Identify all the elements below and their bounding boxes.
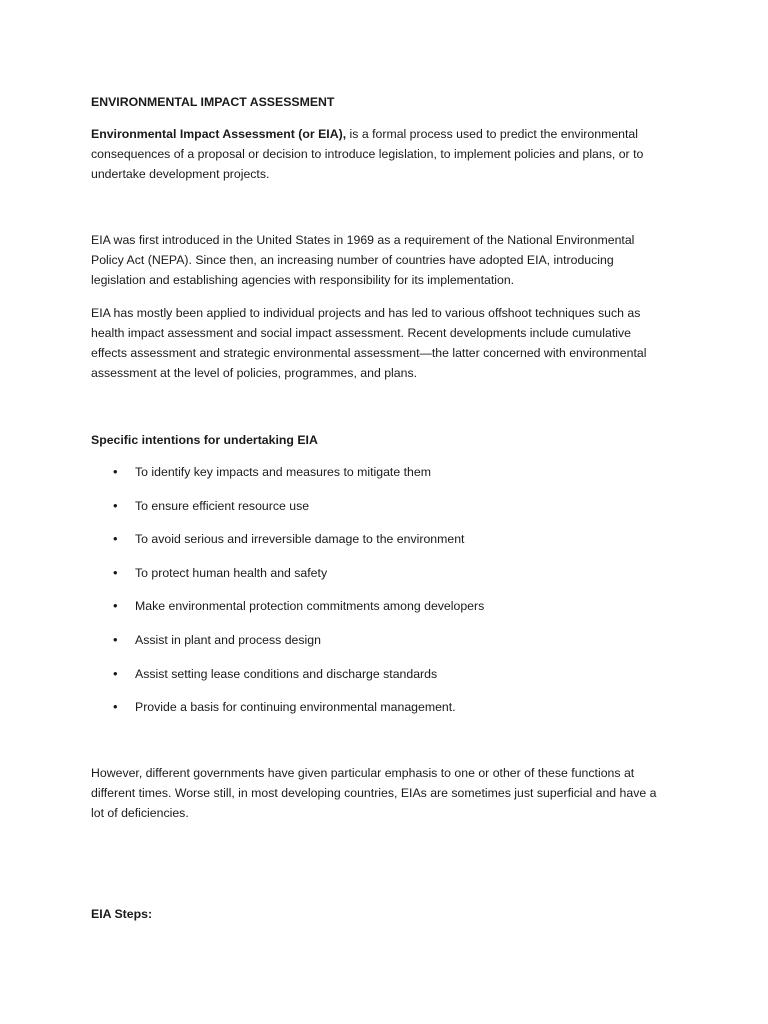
bullet-icon: • — [113, 699, 118, 715]
list-item — [91, 697, 691, 731]
list-item — [91, 529, 691, 563]
bullet-icon: • — [113, 598, 118, 614]
list-item — [91, 496, 691, 530]
list-item-text: To ensure efficient resource use — [135, 498, 310, 513]
list-item-text: To avoid serious and irreversible damage to the environment — [135, 532, 465, 547]
however-line: different times. Worse still, in most developing countries, EIAs are sometimes just superficial and have a — [91, 786, 657, 800]
bullet-icon: • — [113, 464, 118, 479]
list-item — [91, 462, 691, 496]
list-item — [91, 596, 691, 630]
steps-heading: EIA Steps: — [91, 907, 153, 921]
intentions-list — [91, 462, 691, 731]
however-line: lot of deficiencies. — [91, 806, 189, 820]
history-line: legislation and establishing agencies with responsibility for its implementation. — [91, 273, 515, 287]
intro-term: Environmental Impact Assessment (or EIA), — [91, 127, 347, 141]
list-item-text: Provide a basis for continuing environmental management. — [135, 700, 456, 715]
bullet-icon: • — [113, 564, 118, 580]
applications-paragraph — [91, 303, 691, 383]
history-paragraph — [91, 230, 691, 290]
list-item-text: Make environmental protection commitments among developers — [135, 599, 485, 614]
list-item-text: To identify key impacts and measures to mitigate them — [135, 465, 431, 479]
history-line: Policy Act (NEPA). Since then, an increasing number of countries have adopted EIA, introducing — [91, 253, 614, 267]
document-title: ENVIRONMENTAL IMPACT ASSESSMENT — [91, 95, 335, 109]
intentions-heading: Specific intentions for undertaking EIA — [91, 433, 318, 447]
applications-line: effects assessment and strategic environmental assessment—the latter concerned with environmental — [91, 346, 647, 360]
intro-line-1-rest: is a formal process used to predict the environmental — [346, 127, 638, 141]
intro-line-2: consequences of a proposal or decision to introduce legislation, to implement policies and plans, or to — [91, 147, 644, 161]
bullet-icon: • — [113, 531, 118, 547]
intro-line-1 — [91, 124, 691, 144]
list-item — [91, 630, 691, 664]
intro-line-3: undertake development projects. — [91, 167, 270, 181]
list-item-text: Assist in plant and process design — [135, 632, 321, 647]
list-item-text: Assist setting lease conditions and discharge standards — [135, 666, 438, 681]
history-line: EIA was first introduced in the United States in 1969 as a requirement of the National Environmental — [91, 233, 635, 247]
intro-paragraph — [91, 124, 691, 184]
applications-line: assessment at the level of policies, programmes, and plans. — [91, 366, 418, 380]
however-line: However, different governments have given particular emphasis to one or other of these functions at — [91, 766, 635, 780]
however-paragraph — [91, 763, 691, 823]
bullet-icon: • — [113, 631, 118, 647]
bullet-icon: • — [113, 665, 118, 681]
list-item — [91, 664, 691, 698]
list-item — [91, 563, 691, 597]
applications-line: EIA has mostly been applied to individual projects and has led to various offshoot techniques such as — [91, 306, 641, 320]
bullet-icon: • — [113, 497, 118, 513]
list-item-text: To protect human health and safety — [135, 565, 328, 580]
applications-line: health impact assessment and social impact assessment. Recent developments include cumulative — [91, 326, 631, 340]
